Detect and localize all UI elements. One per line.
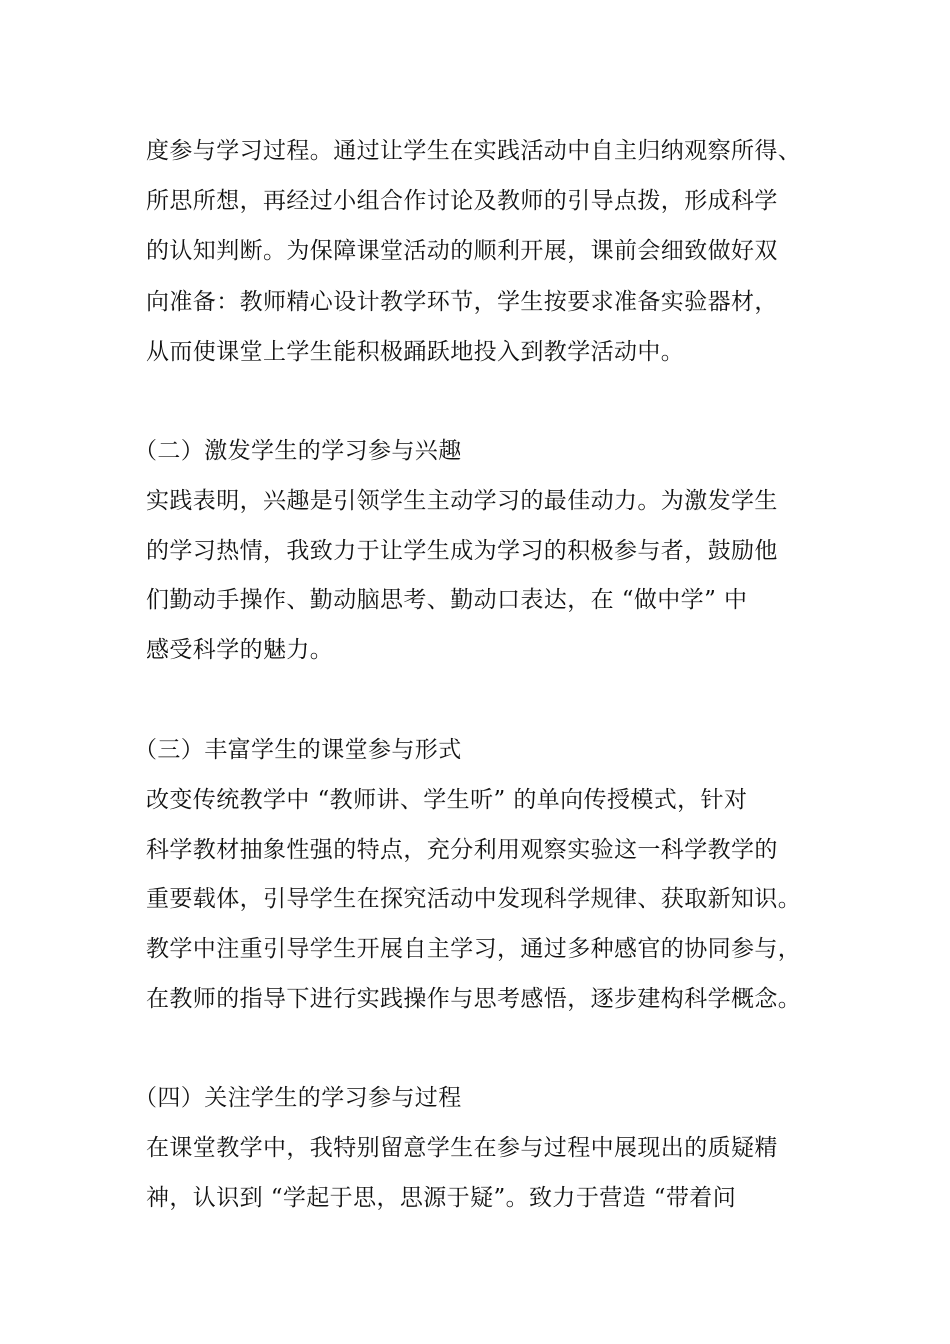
paragraph-line: 向准备：教师精心设计教学环节，学生按要求准备实验器材， <box>146 289 778 315</box>
section-heading: （三）丰富学生的课堂参与形式 <box>134 737 462 763</box>
paragraph-line: 实践表明，兴趣是引领学生主动学习的最佳动力。为激发学生 <box>146 488 778 514</box>
paragraph-line: 的认知判断。为保障课堂活动的顺利开展，课前会细致做好双 <box>146 238 778 264</box>
paragraph-line: 科学教材抽象性强的特点，充分利用观察实验这一科学教学的 <box>146 837 778 863</box>
paragraph-line: 神，认识到 “学起于思，思源于疑”。致力于营造 “带着问 <box>146 1185 737 1211</box>
paragraph-line: 教学中注重引导学生开展自主学习，通过多种感官的协同参与， <box>146 936 802 962</box>
paragraph-line: 度参与学习过程。通过让学生在实践活动中自主归纳观察所得、 <box>146 138 802 164</box>
section-heading: （二）激发学生的学习参与兴趣 <box>134 438 462 464</box>
paragraph-line: 从而使课堂上学生能积极踊跃地投入到教学活动中。 <box>146 339 685 365</box>
paragraph-line: 改变传统教学中 “教师讲、学生听” 的单向传授模式，针对 <box>146 787 748 813</box>
paragraph-line: 所思所想，再经过小组合作讨论及教师的引导点拨，形成科学 <box>146 188 778 214</box>
paragraph-line: 在课堂教学中，我特别留意学生在参与过程中展现出的质疑精 <box>146 1135 778 1161</box>
paragraph-line: 的学习热情，我致力于让学生成为学习的积极参与者，鼓励他 <box>146 538 778 564</box>
paragraph-line: 们勤动手操作、勤动脑思考、勤动口表达，在 “做中学” 中 <box>146 587 748 613</box>
paragraph-line: 重要载体，引导学生在探究活动中发现科学规律、获取新知识。 <box>146 886 802 912</box>
paragraph-line: 在教师的指导下进行实践操作与思考感悟，逐步建构科学概念。 <box>146 986 802 1012</box>
paragraph-line: 感受科学的魅力。 <box>146 637 334 663</box>
section-heading: （四）关注学生的学习参与过程 <box>134 1085 462 1111</box>
